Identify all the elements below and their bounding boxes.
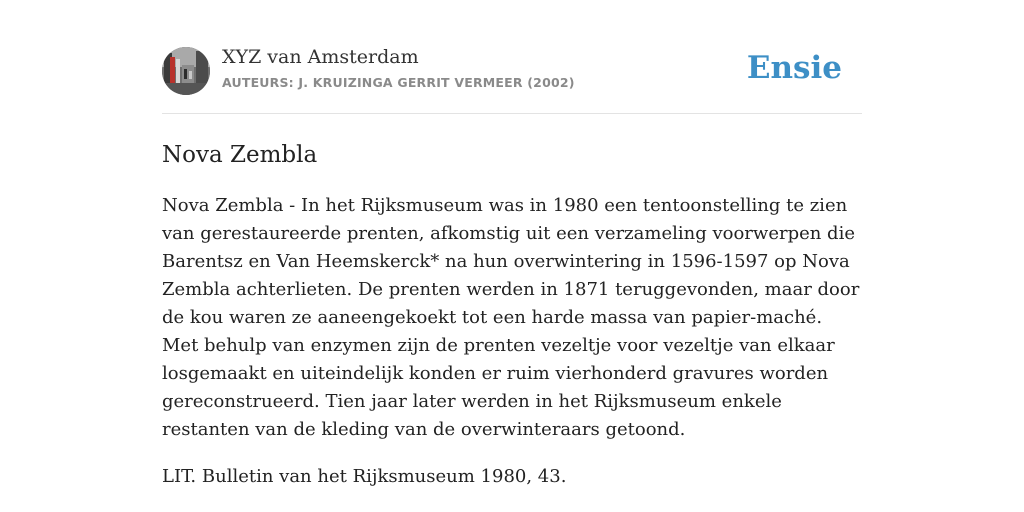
source-name[interactable]: XYZ van Amsterdam xyxy=(222,46,419,68)
entry-title: Nova Zembla xyxy=(162,142,318,168)
ensie-logo[interactable]: Ensie xyxy=(746,50,842,86)
entry-body: Nova Zembla - In het Rijksmuseum was in 1980 een tentoonstelling te zien van gerestaureerde prenten, afkomstig uit een verzameling voorwerpen die Barentsz en Van Heemskerck* na hun overwintering in 1596-1597 op Nova Zembla achterlieten. De prenten werden in 1871 teruggevonden, maar door de kou waren ze aaneengekoekt tot een harde massa van papier-maché. Met behulp van enzymen zijn de prenten vezeltje voor vezeltje van elkaar losgemaakt en uiteindelijk konden er ruim vierhonderd gravures worden gereconstrueerd. Tien jaar later werden in het Rijksmuseum enkele restanten van de kleding van de overwinteraars getoond. xyxy=(162,195,860,440)
street-photo-avatar-icon xyxy=(162,47,210,95)
authors-line: AUTEURS: J. KRUIZINGA GERRIT VERMEER (2002) xyxy=(222,75,575,90)
entry-header xyxy=(162,44,862,114)
entry-card xyxy=(162,44,862,491)
source-avatar[interactable] xyxy=(162,47,210,95)
entry-reference: LIT. Bulletin van het Rijksmuseum 1980, 43. xyxy=(162,466,567,487)
